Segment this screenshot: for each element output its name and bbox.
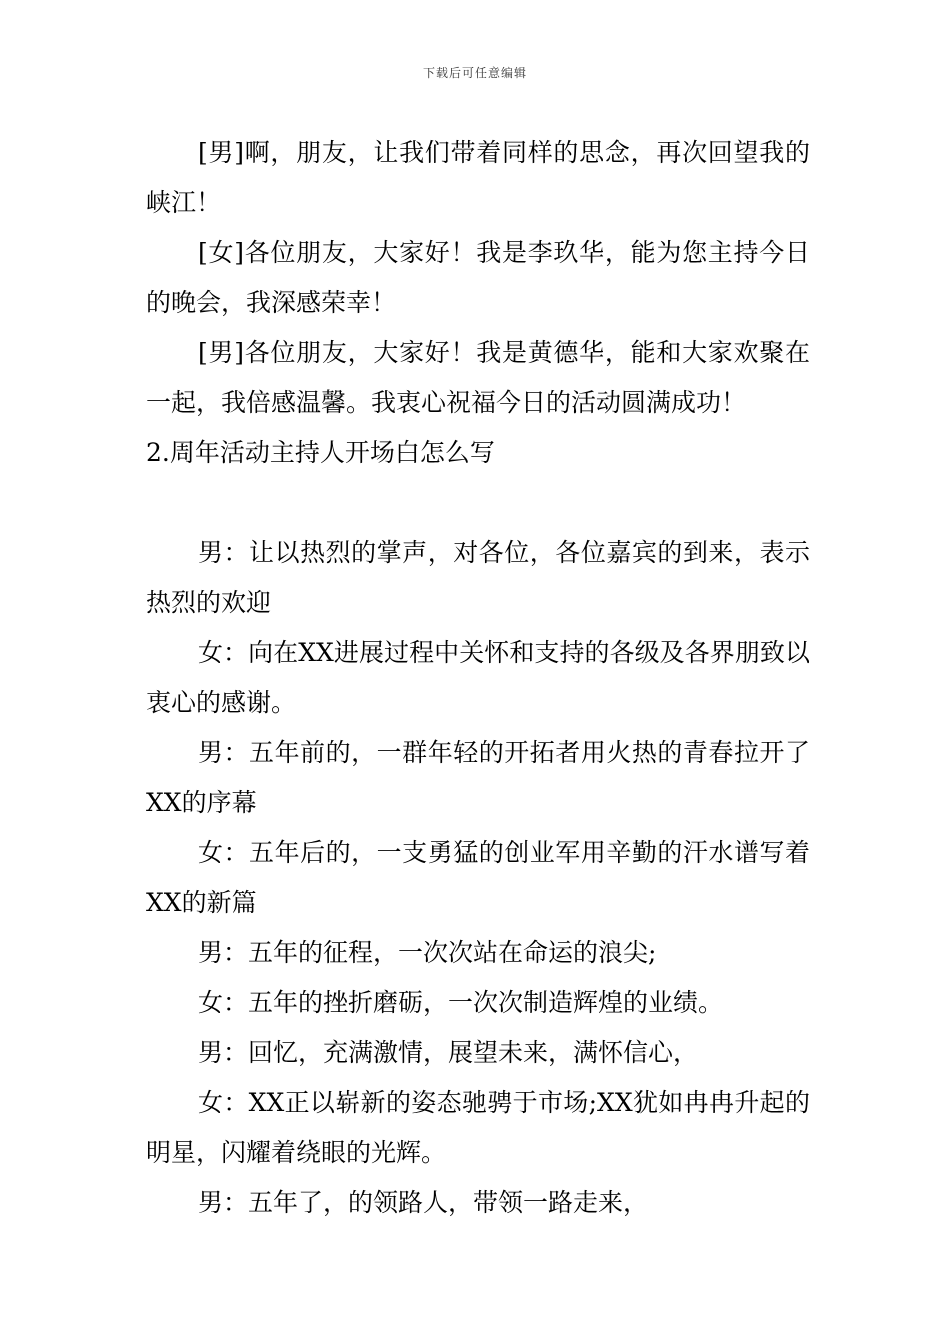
- paragraph: 女：XX正以崭新的姿态驰骋于市场;XX犹如冉冉升起的明星，闪耀着绕眼的光辉。: [146, 1088, 810, 1167]
- section-heading: 2.周年活动主持人开场白怎么写: [146, 438, 495, 467]
- paragraph: 男：五年前的，一群年轻的开拓者用火热的青春拉开了XX的序幕: [146, 738, 810, 817]
- paragraph: [女]各位朋友，大家好！我是李玖华，能为您主持今日的晚会，我深感荣幸！: [146, 238, 810, 317]
- paragraph: [男]啊，朋友，让我们带着同样的思念，再次回望我的峡江！: [146, 138, 810, 217]
- paragraph: 男：回忆，充满激情，展望未来，满怀信心，: [198, 1038, 699, 1067]
- page-header: 下载后可任意编辑: [422, 66, 527, 80]
- paragraph: [男]各位朋友，大家好！我是黄德华，能和大家欢聚在一起，我倍感温馨。我衷心祝福今日的活动圆满成功！: [146, 338, 810, 417]
- paragraph: 男：五年了，的领路人，带领一路走来，: [198, 1188, 649, 1217]
- document-body: [146, 128, 810, 1228]
- paragraph: 女：五年后的，一支勇猛的创业军用辛勤的汗水谱写着XX的新篇: [146, 838, 810, 917]
- paragraph: 女：向在XX进展过程中关怀和支持的各级及各界朋致以衷心的感谢。: [146, 638, 810, 717]
- paragraph: 女：五年的挫折磨砺，一次次制造辉煌的业绩。: [198, 988, 724, 1017]
- paragraph: 男：五年的征程，一次次站在命运的浪尖;: [198, 938, 657, 967]
- spacer: [146, 478, 810, 528]
- paragraph: 男：让以热烈的掌声，对各位，各位嘉宾的到来，表示热烈的欢迎: [146, 538, 810, 617]
